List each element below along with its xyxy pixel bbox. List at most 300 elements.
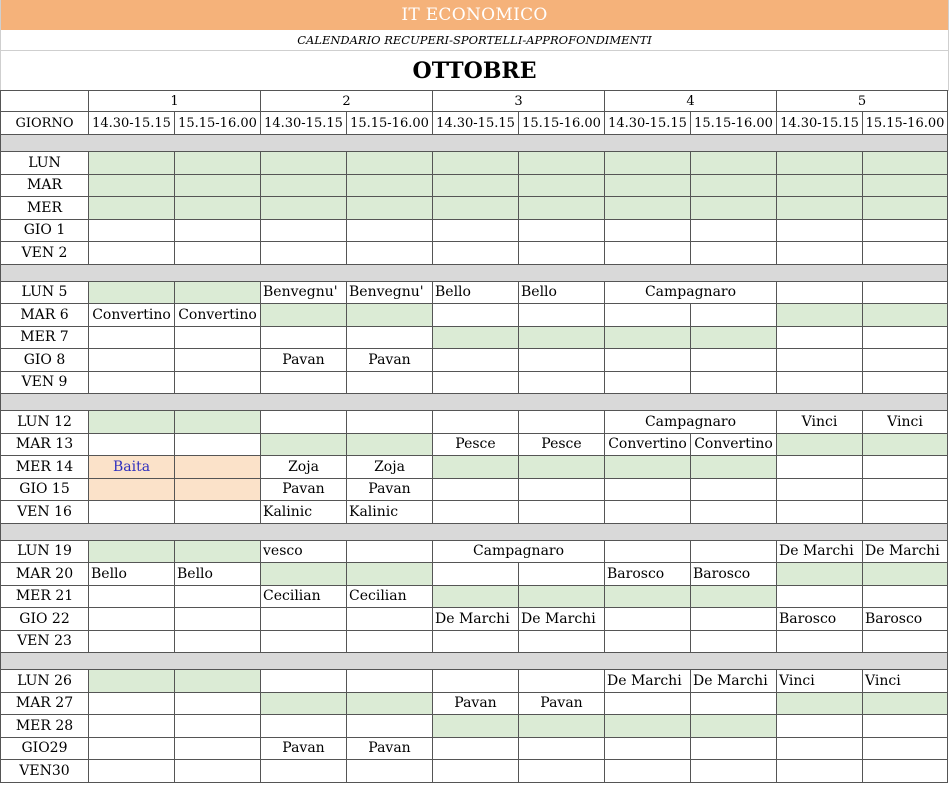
schedule-cell[interactable]	[433, 585, 519, 608]
schedule-cell[interactable]	[433, 242, 519, 265]
schedule-cell[interactable]	[347, 692, 433, 715]
schedule-cell[interactable]	[519, 326, 605, 349]
schedule-cell[interactable]	[777, 197, 863, 220]
schedule-cell[interactable]: Zoja	[261, 456, 347, 479]
schedule-cell[interactable]	[261, 197, 347, 220]
schedule-cell[interactable]	[433, 371, 519, 394]
day-label: VEN 2	[1, 242, 89, 265]
schedule-cell[interactable]	[519, 197, 605, 220]
schedule-cell[interactable]	[433, 174, 519, 197]
schedule-cell[interactable]	[347, 630, 433, 653]
schedule-cell[interactable]	[89, 433, 175, 456]
schedule-cell[interactable]: Pavan	[261, 349, 347, 372]
schedule-cell[interactable]	[89, 242, 175, 265]
table-row	[1, 304, 948, 327]
schedule-cell[interactable]	[519, 715, 605, 738]
schedule-cell[interactable]: Vinci	[777, 670, 863, 693]
slot-header: 15.15-16.00	[863, 112, 948, 135]
schedule-cell[interactable]: Pavan	[347, 349, 433, 372]
table-row	[1, 540, 948, 563]
schedule-cell[interactable]	[863, 456, 948, 479]
schedule-cell[interactable]	[519, 585, 605, 608]
schedule-cell[interactable]: Convertino	[175, 304, 261, 327]
schedule-cell[interactable]	[519, 174, 605, 197]
day-label: GIO 1	[1, 219, 89, 242]
slot-header: 14.30-15.15	[261, 112, 347, 135]
schedule-cell[interactable]	[863, 585, 948, 608]
table-row	[1, 281, 948, 304]
schedule-cell[interactable]	[691, 478, 777, 501]
week-header-row	[1, 91, 948, 112]
day-label: LUN	[1, 152, 89, 175]
schedule-cell[interactable]	[691, 737, 777, 760]
schedule-cell[interactable]	[175, 501, 261, 524]
schedule-cell[interactable]: Baita	[89, 456, 175, 479]
schedule-cell[interactable]	[347, 608, 433, 631]
schedule-cell[interactable]	[175, 242, 261, 265]
slot-header: 14.30-15.15	[433, 112, 519, 135]
schedule-cell[interactable]: Pavan	[261, 478, 347, 501]
day-label: MAR	[1, 174, 89, 197]
schedule-cell[interactable]	[863, 349, 948, 372]
table-row	[1, 715, 948, 738]
schedule-cell[interactable]	[261, 174, 347, 197]
schedule-cell[interactable]	[691, 197, 777, 220]
app-banner-title: IT ECONOMICO	[0, 0, 949, 30]
schedule-cell[interactable]	[175, 608, 261, 631]
giorno-header: GIORNO	[1, 112, 89, 135]
schedule-cell[interactable]	[433, 737, 519, 760]
schedule-cell[interactable]	[433, 760, 519, 783]
schedule-cell[interactable]: De Marchi	[605, 670, 691, 693]
schedule-cell[interactable]	[691, 760, 777, 783]
schedule-cell[interactable]	[605, 349, 691, 372]
schedule-cell[interactable]	[777, 456, 863, 479]
schedule-cell[interactable]	[519, 670, 605, 693]
schedule-cell[interactable]	[89, 737, 175, 760]
schedule-cell[interactable]: Vinci	[777, 411, 863, 434]
table-row	[1, 411, 948, 434]
schedule-cell[interactable]	[347, 411, 433, 434]
schedule-cell[interactable]	[89, 670, 175, 693]
schedule-cell[interactable]	[605, 456, 691, 479]
schedule-cell[interactable]	[261, 715, 347, 738]
schedule-cell[interactable]	[863, 760, 948, 783]
schedule-cell[interactable]	[175, 760, 261, 783]
schedule-cell[interactable]	[605, 152, 691, 175]
schedule-cell[interactable]	[777, 349, 863, 372]
schedule-cell[interactable]	[347, 670, 433, 693]
schedule-cell[interactable]	[863, 737, 948, 760]
schedule-cell[interactable]	[691, 715, 777, 738]
schedule-cell[interactable]	[777, 326, 863, 349]
schedule-cell[interactable]	[175, 715, 261, 738]
day-label: VEN30	[1, 760, 89, 783]
schedule-cell[interactable]	[691, 371, 777, 394]
schedule-cell[interactable]	[777, 585, 863, 608]
table-row	[1, 585, 948, 608]
schedule-cell[interactable]: Convertino	[605, 433, 691, 456]
schedule-cell[interactable]	[691, 501, 777, 524]
schedule-cell[interactable]: De Marchi	[863, 540, 948, 563]
schedule-cell[interactable]	[605, 760, 691, 783]
schedule-cell[interactable]	[605, 540, 691, 563]
schedule-cell[interactable]	[261, 326, 347, 349]
schedule-cell[interactable]	[89, 585, 175, 608]
schedule-cell[interactable]	[863, 197, 948, 220]
schedule-cell[interactable]	[691, 304, 777, 327]
schedule-cell[interactable]	[519, 760, 605, 783]
day-label: MER 28	[1, 715, 89, 738]
day-label: MER 21	[1, 585, 89, 608]
schedule-cell[interactable]: Convertino	[691, 433, 777, 456]
schedule-cell[interactable]	[89, 152, 175, 175]
schedule-cell[interactable]: Bello	[519, 281, 605, 304]
schedule-cell[interactable]	[863, 433, 948, 456]
schedule-cell[interactable]	[347, 219, 433, 242]
schedule-cell[interactable]	[347, 540, 433, 563]
schedule-cell[interactable]	[347, 433, 433, 456]
schedule-cell[interactable]	[605, 174, 691, 197]
schedule-cell[interactable]	[519, 304, 605, 327]
schedule-cell[interactable]	[347, 371, 433, 394]
schedule-cell[interactable]	[605, 715, 691, 738]
calendar-table	[0, 90, 948, 783]
schedule-cell[interactable]	[691, 585, 777, 608]
schedule-cell[interactable]	[691, 630, 777, 653]
schedule-cell[interactable]	[89, 501, 175, 524]
schedule-cell[interactable]	[777, 152, 863, 175]
schedule-cell[interactable]	[691, 242, 777, 265]
table-row	[1, 152, 948, 175]
schedule-cell[interactable]	[605, 630, 691, 653]
day-label: MAR 13	[1, 433, 89, 456]
schedule-cell[interactable]: Benvegnu'	[347, 281, 433, 304]
schedule-cell[interactable]: Campagnaro	[605, 281, 777, 304]
schedule-cell[interactable]	[777, 737, 863, 760]
day-label: VEN 16	[1, 501, 89, 524]
schedule-cell[interactable]	[175, 152, 261, 175]
schedule-cell[interactable]	[605, 501, 691, 524]
schedule-cell[interactable]	[175, 281, 261, 304]
schedule-cell[interactable]	[175, 411, 261, 434]
schedule-cell[interactable]	[777, 692, 863, 715]
schedule-cell[interactable]	[777, 501, 863, 524]
schedule-cell[interactable]: Barosco	[863, 608, 948, 631]
schedule-cell[interactable]	[175, 433, 261, 456]
schedule-cell[interactable]	[89, 411, 175, 434]
schedule-cell[interactable]	[777, 281, 863, 304]
schedule-cell[interactable]	[777, 715, 863, 738]
schedule-cell[interactable]	[863, 630, 948, 653]
schedule-cell[interactable]	[89, 630, 175, 653]
week-separator	[1, 264, 948, 281]
day-label: MAR 6	[1, 304, 89, 327]
schedule-cell[interactable]	[89, 540, 175, 563]
schedule-cell[interactable]	[777, 242, 863, 265]
schedule-cell[interactable]	[175, 349, 261, 372]
schedule-cell[interactable]	[175, 219, 261, 242]
schedule-cell[interactable]	[261, 152, 347, 175]
schedule-cell[interactable]: Barosco	[691, 563, 777, 586]
schedule-cell[interactable]	[605, 304, 691, 327]
schedule-cell[interactable]	[175, 585, 261, 608]
schedule-cell[interactable]	[89, 760, 175, 783]
table-row	[1, 326, 948, 349]
schedule-cell[interactable]	[863, 478, 948, 501]
schedule-cell[interactable]	[261, 242, 347, 265]
schedule-cell[interactable]	[777, 304, 863, 327]
schedule-cell[interactable]	[261, 670, 347, 693]
schedule-cell[interactable]	[175, 174, 261, 197]
day-label: MER 14	[1, 456, 89, 479]
week-separator	[1, 523, 948, 540]
schedule-cell[interactable]	[261, 563, 347, 586]
week-header: 5	[777, 91, 948, 112]
schedule-cell[interactable]: Pavan	[433, 692, 519, 715]
day-label: GIO 22	[1, 608, 89, 631]
schedule-cell[interactable]: Barosco	[777, 608, 863, 631]
day-label: LUN 5	[1, 281, 89, 304]
schedule-cell[interactable]	[175, 630, 261, 653]
schedule-cell[interactable]	[777, 760, 863, 783]
schedule-cell[interactable]	[433, 326, 519, 349]
schedule-cell[interactable]	[691, 456, 777, 479]
schedule-cell[interactable]	[347, 242, 433, 265]
schedule-cell[interactable]	[605, 197, 691, 220]
schedule-cell[interactable]	[433, 304, 519, 327]
calendar-subtitle: CALENDARIO RECUPERI-SPORTELLI-APPROFONDIMENTI	[0, 30, 949, 51]
schedule-cell[interactable]	[175, 478, 261, 501]
schedule-cell[interactable]	[347, 715, 433, 738]
table-row	[1, 174, 948, 197]
schedule-cell[interactable]: De Marchi	[519, 608, 605, 631]
schedule-cell[interactable]	[605, 371, 691, 394]
schedule-cell[interactable]	[175, 692, 261, 715]
schedule-cell[interactable]	[605, 737, 691, 760]
schedule-cell[interactable]	[433, 715, 519, 738]
day-label: LUN 19	[1, 540, 89, 563]
schedule-cell[interactable]	[89, 692, 175, 715]
schedule-cell[interactable]	[261, 219, 347, 242]
schedule-cell[interactable]	[605, 478, 691, 501]
table-row	[1, 349, 948, 372]
schedule-cell[interactable]	[863, 501, 948, 524]
schedule-cell[interactable]: Zoja	[347, 456, 433, 479]
schedule-cell[interactable]: Pavan	[261, 737, 347, 760]
schedule-cell[interactable]	[605, 219, 691, 242]
schedule-cell[interactable]	[777, 563, 863, 586]
schedule-cell[interactable]: Bello	[89, 563, 175, 586]
schedule-cell[interactable]	[175, 197, 261, 220]
schedule-cell[interactable]	[89, 349, 175, 372]
schedule-cell[interactable]	[691, 174, 777, 197]
schedule-cell[interactable]: Bello	[433, 281, 519, 304]
schedule-cell[interactable]	[175, 456, 261, 479]
schedule-cell[interactable]	[691, 349, 777, 372]
schedule-cell[interactable]	[691, 152, 777, 175]
schedule-cell[interactable]	[863, 281, 948, 304]
schedule-cell[interactable]	[519, 371, 605, 394]
schedule-cell[interactable]: Vinci	[863, 670, 948, 693]
schedule-cell[interactable]	[691, 540, 777, 563]
day-label: GIO 8	[1, 349, 89, 372]
schedule-cell[interactable]	[519, 219, 605, 242]
schedule-cell[interactable]	[863, 715, 948, 738]
schedule-cell[interactable]: Pavan	[347, 478, 433, 501]
schedule-cell[interactable]	[519, 737, 605, 760]
schedule-cell[interactable]	[777, 219, 863, 242]
slot-header: 14.30-15.15	[89, 112, 175, 135]
schedule-cell[interactable]	[347, 760, 433, 783]
schedule-cell[interactable]	[519, 242, 605, 265]
schedule-cell[interactable]	[89, 478, 175, 501]
day-label: GIO29	[1, 737, 89, 760]
schedule-cell[interactable]	[347, 197, 433, 220]
schedule-cell[interactable]	[863, 563, 948, 586]
schedule-cell[interactable]: Cecilian	[347, 585, 433, 608]
schedule-cell[interactable]	[605, 608, 691, 631]
schedule-cell[interactable]	[89, 219, 175, 242]
schedule-cell[interactable]	[691, 326, 777, 349]
schedule-cell[interactable]	[691, 608, 777, 631]
schedule-cell[interactable]: vesco	[261, 540, 347, 563]
week-separator	[1, 135, 948, 152]
schedule-cell[interactable]	[863, 174, 948, 197]
table-row	[1, 219, 948, 242]
schedule-cell[interactable]: Campagnaro	[605, 411, 777, 434]
schedule-cell[interactable]	[433, 152, 519, 175]
week-header: 1	[89, 91, 261, 112]
schedule-cell[interactable]: De Marchi	[433, 608, 519, 631]
schedule-cell[interactable]	[433, 456, 519, 479]
schedule-cell[interactable]	[863, 326, 948, 349]
schedule-cell[interactable]: Barosco	[605, 563, 691, 586]
schedule-cell[interactable]	[89, 608, 175, 631]
schedule-cell[interactable]	[347, 174, 433, 197]
schedule-cell[interactable]: Pavan	[347, 737, 433, 760]
slot-header: 15.15-16.00	[519, 112, 605, 135]
schedule-cell[interactable]	[777, 433, 863, 456]
schedule-cell[interactable]	[777, 630, 863, 653]
schedule-cell[interactable]: Pesce	[519, 433, 605, 456]
week-separator	[1, 653, 948, 670]
schedule-cell[interactable]	[175, 670, 261, 693]
schedule-cell[interactable]	[261, 411, 347, 434]
day-label: VEN 9	[1, 371, 89, 394]
schedule-cell[interactable]	[863, 152, 948, 175]
schedule-cell[interactable]	[261, 630, 347, 653]
schedule-cell[interactable]	[433, 670, 519, 693]
schedule-cell[interactable]: Bello	[175, 563, 261, 586]
schedule-cell[interactable]	[691, 692, 777, 715]
schedule-cell[interactable]	[777, 174, 863, 197]
schedule-cell[interactable]	[175, 326, 261, 349]
schedule-cell[interactable]	[777, 478, 863, 501]
schedule-cell[interactable]: Pesce	[433, 433, 519, 456]
schedule-cell[interactable]	[777, 371, 863, 394]
schedule-cell[interactable]: Campagnaro	[433, 540, 605, 563]
schedule-cell[interactable]	[863, 304, 948, 327]
schedule-cell[interactable]	[175, 540, 261, 563]
schedule-cell[interactable]	[433, 630, 519, 653]
schedule-cell[interactable]	[519, 501, 605, 524]
schedule-cell[interactable]	[89, 326, 175, 349]
schedule-cell[interactable]	[863, 371, 948, 394]
schedule-cell[interactable]	[261, 760, 347, 783]
corner-cell	[1, 91, 89, 112]
schedule-cell[interactable]	[175, 737, 261, 760]
schedule-cell[interactable]	[89, 371, 175, 394]
schedule-cell[interactable]	[519, 630, 605, 653]
schedule-cell[interactable]: Cecilian	[261, 585, 347, 608]
schedule-cell[interactable]	[261, 433, 347, 456]
schedule-cell[interactable]	[433, 563, 519, 586]
schedule-cell[interactable]	[605, 692, 691, 715]
schedule-cell[interactable]	[433, 349, 519, 372]
day-label: MAR 20	[1, 563, 89, 586]
schedule-cell[interactable]	[347, 563, 433, 586]
schedule-cell[interactable]	[89, 174, 175, 197]
schedule-cell[interactable]	[347, 152, 433, 175]
schedule-cell[interactable]: Vinci	[863, 411, 948, 434]
schedule-cell[interactable]: De Marchi	[691, 670, 777, 693]
schedule-cell[interactable]	[605, 326, 691, 349]
schedule-cell[interactable]	[347, 326, 433, 349]
schedule-cell[interactable]	[863, 692, 948, 715]
schedule-cell[interactable]	[433, 219, 519, 242]
table-row	[1, 478, 948, 501]
schedule-cell[interactable]	[605, 242, 691, 265]
schedule-cell[interactable]	[863, 242, 948, 265]
schedule-cell[interactable]: Kalinic	[261, 501, 347, 524]
schedule-cell[interactable]	[519, 152, 605, 175]
schedule-cell[interactable]	[433, 197, 519, 220]
schedule-cell[interactable]: Pavan	[519, 692, 605, 715]
table-row	[1, 433, 948, 456]
schedule-cell[interactable]	[175, 371, 261, 394]
table-row	[1, 737, 948, 760]
schedule-cell[interactable]	[519, 478, 605, 501]
schedule-cell[interactable]	[863, 219, 948, 242]
slot-header: 15.15-16.00	[175, 112, 261, 135]
schedule-cell[interactable]	[691, 219, 777, 242]
schedule-cell[interactable]	[89, 281, 175, 304]
schedule-cell[interactable]	[519, 563, 605, 586]
schedule-cell[interactable]	[519, 349, 605, 372]
table-row	[1, 242, 948, 265]
schedule-cell[interactable]	[519, 456, 605, 479]
schedule-cell[interactable]	[89, 197, 175, 220]
schedule-cell[interactable]	[519, 411, 605, 434]
schedule-cell[interactable]	[433, 478, 519, 501]
table-row	[1, 670, 948, 693]
schedule-cell[interactable]	[261, 304, 347, 327]
week-header: 3	[433, 91, 605, 112]
schedule-cell[interactable]: De Marchi	[777, 540, 863, 563]
schedule-cell[interactable]	[433, 501, 519, 524]
schedule-cell[interactable]: Convertino	[89, 304, 175, 327]
schedule-cell[interactable]: Kalinic	[347, 501, 433, 524]
schedule-cell[interactable]	[347, 304, 433, 327]
schedule-cell[interactable]: Benvegnu'	[261, 281, 347, 304]
schedule-cell[interactable]	[261, 608, 347, 631]
schedule-cell[interactable]	[261, 371, 347, 394]
schedule-cell[interactable]	[89, 715, 175, 738]
schedule-cell[interactable]	[605, 585, 691, 608]
schedule-cell[interactable]	[261, 692, 347, 715]
schedule-cell[interactable]	[433, 411, 519, 434]
